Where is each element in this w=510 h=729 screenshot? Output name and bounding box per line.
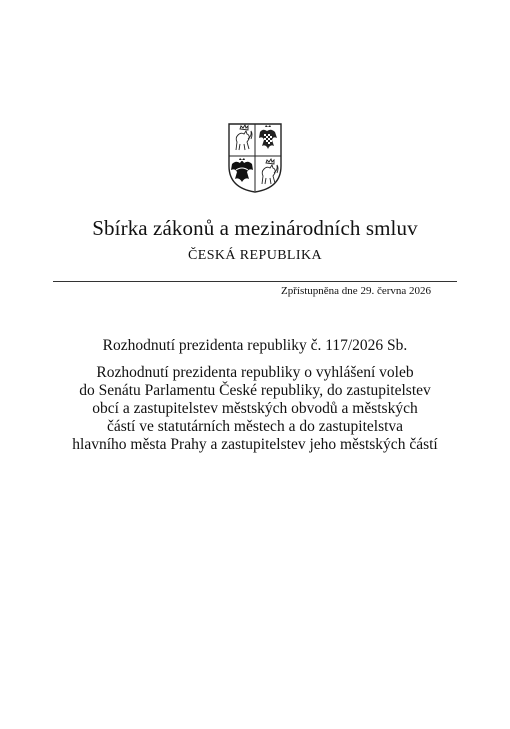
header-divider: [53, 281, 457, 282]
decision-title-line: částí ve statutárních městech a do zastupitelstva: [106, 418, 404, 435]
decision-title-line: do Senátu Parlamentu České republiky, do zastupitelstev: [79, 382, 431, 399]
journal-title: Sbírka zákonů a mezinárodních smluv: [92, 216, 418, 240]
coat-of-arms-icon: [227, 122, 283, 194]
decision-title-line: hlavního města Prahy a zastupitelstev jeho městských částí: [72, 436, 438, 453]
publication-date: Zpřístupněna dne 29. června 2026: [281, 285, 431, 297]
decision-title-line: Rozhodnutí prezidenta republiky o vyhlášení voleb: [96, 364, 414, 381]
country-name: ČESKÁ REPUBLIKA: [188, 248, 322, 263]
decision-title-line: obcí a zastupitelstev městských obvodů a městských: [92, 400, 418, 417]
decision-title: [40, 364, 470, 454]
decision-number: Rozhodnutí prezidenta republiky č. 117/2026 Sb.: [102, 337, 408, 354]
